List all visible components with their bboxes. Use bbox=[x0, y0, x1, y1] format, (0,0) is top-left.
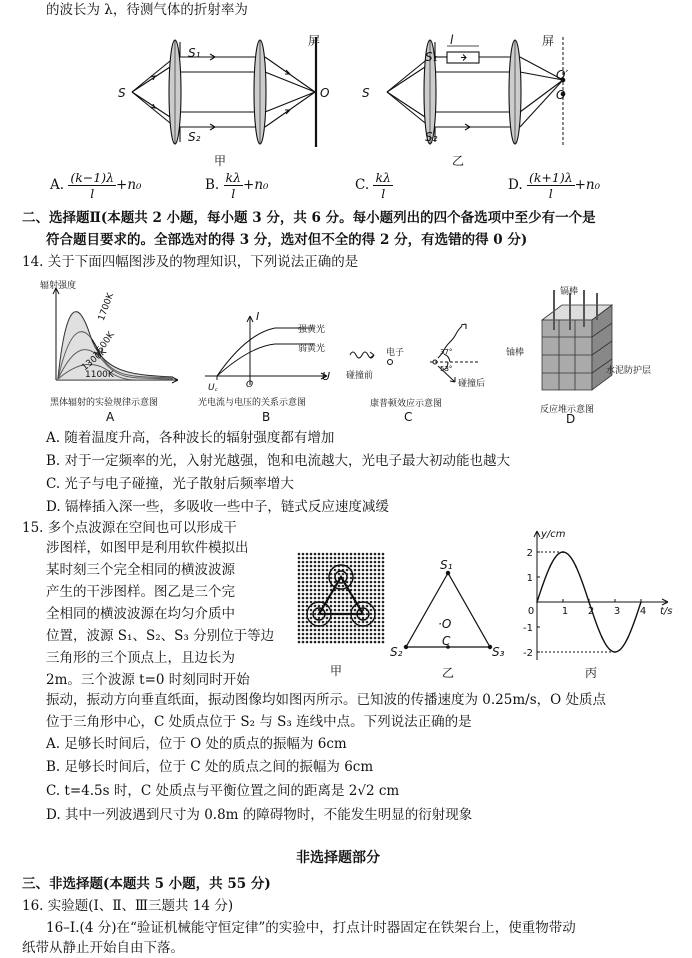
photocurrent-ylabel: I bbox=[256, 310, 260, 323]
tri-s1: S₁ bbox=[440, 558, 453, 572]
compton-after: 碰撞后 bbox=[458, 379, 486, 389]
interferometer-right bbox=[387, 37, 565, 147]
photocurrent-caption: 光电流与电压的关系示意图 bbox=[198, 398, 307, 408]
q14-option-a: A. 随着温度升高，各种波长的辐射强度都有增加 bbox=[46, 430, 335, 446]
x-tick-label: 0 bbox=[527, 606, 535, 617]
tube-length-label: l bbox=[450, 33, 454, 47]
blackbody-ylabel: 辐射强度 bbox=[40, 281, 77, 291]
top-line: 的波长为 λ，待测气体的折射率为 bbox=[46, 2, 248, 18]
caption-bing-15: 丙 bbox=[585, 666, 598, 680]
q14-stem: 14. 关于下面四幅图涉及的物理知识，下列说法正确的是 bbox=[22, 254, 359, 270]
fig-reactor bbox=[522, 285, 622, 400]
q15-stem-cont1: 振动，振动方向垂直纸面，振动图像均如图丙所示。已知波的传播速度为 0.25m/s，O 处质点 bbox=[46, 692, 606, 708]
photocurrent-xlabel: U bbox=[322, 370, 331, 383]
photocurrent-origin: O bbox=[246, 380, 254, 390]
q15-option-a: A. 足够长时间后，位于 O 处的质点的振幅为 6cm bbox=[46, 736, 347, 752]
q15-option-d: D. 其中一列波遇到尺寸为 0.8m 的障碍物时，不能发生明显的衍射现象 bbox=[46, 807, 473, 823]
q16-line1: 16. 实验题(Ⅰ、Ⅱ、Ⅲ三题共 14 分) bbox=[22, 898, 234, 914]
tri-o: ·O bbox=[438, 617, 452, 631]
compton-caption: 康普顿效应示意图 bbox=[370, 399, 443, 409]
caption-jia-13: 甲 bbox=[214, 154, 227, 168]
screen-label-right: 屏 bbox=[542, 34, 555, 48]
compton-angle2: 53° bbox=[440, 365, 453, 373]
fig-interference-pattern bbox=[297, 552, 385, 644]
slit1-label-left: S₁ bbox=[188, 46, 201, 60]
q14-option-d: D. 镉棒插入深一些，多吸收一些中子，链式反应速度减缓 bbox=[46, 499, 389, 515]
point-o-prime: O′ bbox=[556, 68, 569, 82]
x-tick-label: 1 bbox=[561, 606, 569, 617]
y-axis-label: y/cm bbox=[541, 529, 566, 540]
q15-stem-line-3: 产生的干涉图样。图乙是三个完 bbox=[46, 584, 235, 600]
x-axis-label: t/s bbox=[660, 606, 673, 617]
vibration-chart bbox=[515, 525, 675, 660]
caption-jia-15: 甲 bbox=[330, 664, 343, 678]
blackbody-caption: 黑体辐射的实验规律示意图 bbox=[50, 398, 159, 408]
tri-s3: S₃ bbox=[492, 645, 505, 659]
q15-stem-line-5: 位置，波源 S₁、S₂、S₃ 分别位于等边 bbox=[46, 628, 275, 644]
y-tick-label: 2 bbox=[526, 548, 533, 559]
q15-stem-line-7: 2m。三个波源 t=0 时刻同时开始 bbox=[46, 672, 250, 688]
x-tick-label: 2 bbox=[587, 606, 595, 617]
q15-stem-cont2: 位于三角形中心，C 处质点位于 S₂ 与 S₃ 连线中点。下列说法正确的是 bbox=[46, 714, 472, 730]
reactor-letter: D bbox=[566, 412, 576, 426]
q13-option-b: B. $\frac{k\lambda}{l}$ +n₀ bbox=[205, 170, 269, 201]
x-tick-label: 4 bbox=[639, 606, 647, 617]
q13-option-a: A. $\frac{(k-1)\lambda}{l}$ +n₀ bbox=[50, 170, 142, 201]
x-tick-label: 3 bbox=[613, 606, 621, 617]
screen-label-left: 屏 bbox=[308, 34, 321, 48]
compton-before: 碰撞前 bbox=[346, 371, 374, 381]
photocurrent-weak: 弱黄光 bbox=[298, 344, 326, 354]
q15-stem-line-2: 某时刻三个完全相同的横波波源 bbox=[46, 562, 235, 578]
caption-yi-15: 乙 bbox=[442, 666, 455, 680]
blackbody-t3: 1300K bbox=[80, 346, 109, 374]
q14-option-c: C. 光子与电子碰撞，光子散射后频率增大 bbox=[46, 476, 294, 492]
q15-stem-line-6: 三角形的三个顶点上，且边长为 bbox=[46, 650, 235, 666]
photocurrent-uc: U꜀ bbox=[208, 383, 218, 393]
y-tick-label: 1 bbox=[526, 573, 533, 584]
q15-stem-line-4: 全相同的横波波源在均匀介质中 bbox=[46, 606, 235, 622]
reactor-rod-uranium: 铀棒 bbox=[506, 348, 525, 358]
q16-line2: 16–Ⅰ.(4 分)在“验证机械能守恒定律”的实验中，打点计时器固定在铁架台上，使重物带动 bbox=[46, 920, 576, 936]
compton-electron: 电子 bbox=[386, 348, 405, 358]
q13-option-c: C. $\frac{k\lambda}{l}$ bbox=[355, 170, 391, 201]
q15-option-c: C. t=4.5s 时，C 处质点与平衡位置之间的距离是 2√2 cm bbox=[46, 783, 400, 799]
q15-stem-line-0: 15. 多个点波源在空间也可以形成干 bbox=[22, 520, 237, 536]
point-o-left: O bbox=[320, 86, 330, 100]
reactor-caption: 反应堆示意图 bbox=[540, 405, 595, 415]
source-label-left: S bbox=[118, 86, 126, 100]
source-label-right: S bbox=[362, 86, 370, 100]
photocurrent-strong: 强黄光 bbox=[298, 325, 326, 335]
slit1-label-right: S₁ bbox=[425, 50, 438, 64]
point-o-right: O bbox=[556, 88, 566, 102]
interferometer-left bbox=[132, 37, 316, 147]
reactor-rod-cadmium: 镉棒 bbox=[560, 287, 579, 297]
compton-angle1: 37° bbox=[440, 348, 453, 356]
section2-line2: 符合题目要求的。全部选对的得 3 分，选对但不全的得 2 分，有选错的得 0 分) bbox=[46, 232, 528, 248]
q14-option-b: B. 对于一定频率的光，入射光越强，饱和电流越大，光电子最大初动能也越大 bbox=[46, 453, 511, 469]
compton-letter: C bbox=[404, 410, 413, 424]
q15-option-b: B. 足够长时间后，位于 C 处的质点之间的振幅为 6cm bbox=[46, 759, 374, 775]
y-tick-label: -1 bbox=[523, 623, 533, 634]
slit2-label-left: S₂ bbox=[188, 130, 201, 144]
tri-s2: S₂ bbox=[390, 645, 403, 659]
q13-option-d: D. $\frac{(k+1)\lambda}{l}$ +n₀ bbox=[508, 170, 601, 201]
tri-c: C bbox=[442, 634, 451, 648]
caption-yi-13: 乙 bbox=[452, 154, 465, 168]
section3-title: 三、非选择题(本题共 5 小题，共 55 分) bbox=[22, 876, 271, 892]
blackbody-t4: 1100K bbox=[85, 370, 114, 380]
y-tick-label: -2 bbox=[523, 648, 533, 659]
reactor-wall: 水泥防护层 bbox=[606, 366, 652, 376]
part-title: 非选择题部分 bbox=[296, 850, 380, 866]
q16-line3: 纸带从静止开始自由下落。 bbox=[22, 940, 184, 956]
interferometer-figure bbox=[110, 22, 590, 162]
q15-stem-line-1: 涉图样，如图甲是利用软件模拟出 bbox=[46, 540, 249, 556]
blackbody-t2: 1500K bbox=[92, 330, 117, 360]
section2-line1: 二、选择题Ⅱ(本题共 2 小题，每小题 3 分，共 6 分。每小题列出的四个备选项中至少有一个是 bbox=[22, 210, 596, 226]
q15-stem-block bbox=[22, 518, 292, 688]
blackbody-letter: A bbox=[106, 410, 115, 424]
slit2-label-right: S₂ bbox=[425, 130, 438, 144]
photocurrent-letter: B bbox=[262, 410, 271, 424]
blackbody-t1: 1700K bbox=[96, 291, 117, 323]
